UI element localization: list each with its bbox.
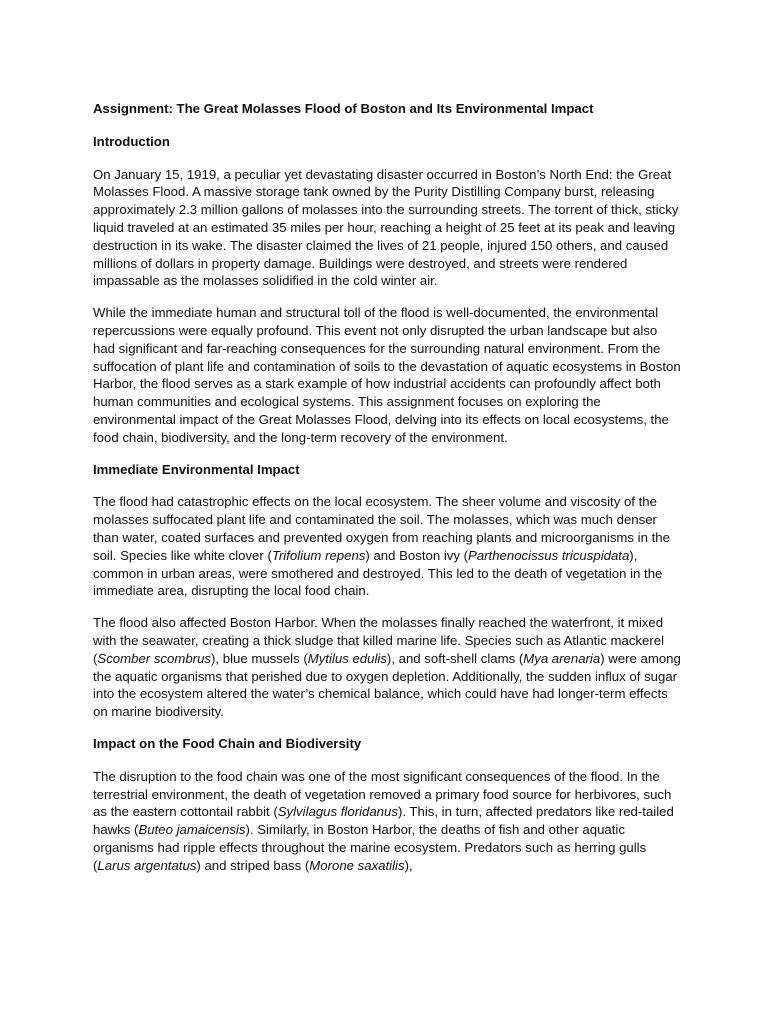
species-name: Mytilus edulis bbox=[307, 650, 387, 666]
paragraph-text: The flood also affected Boston Harbor. When the molasses finally reached the waterfront, it mixed with the seawater, creating a thick sludge that killed marine life. Species such as Atlantic mackerel ( bbox=[93, 615, 665, 666]
paragraph-text: ), common in urban areas, were smothered and destroyed. This led to the death of vegetation in the immediate area, disrupting the local food chain. bbox=[93, 547, 663, 599]
section-heading: Impact on the Food Chain and Biodiversity bbox=[93, 735, 362, 751]
species-name: Sylvilagus floridanus bbox=[277, 804, 398, 820]
species-name: Morone saxatilis bbox=[309, 857, 405, 873]
paragraph-text: The disruption to the food chain was one of the most significant consequences of the flood. In the terrestrial environment, the death of vegetation removed a primary food source for herbivores, such as the eastern cottontail rabbit ( bbox=[93, 768, 672, 820]
paragraph bbox=[93, 614, 681, 721]
document-title: Assignment: The Great Molasses Flood of Boston and Its Environmental Impact bbox=[93, 101, 594, 116]
paragraph-text: The flood had catastrophic effects on the local ecosystem. The sheer volume and viscosity of the molasses suffocated plant life and contaminated the soil. The molasses, which was much denser than water, coated surfaces and prevented oxygen from reaching plants and microorganisms in the soil. Species like white clover ( bbox=[93, 494, 670, 563]
document-content bbox=[93, 133, 681, 875]
section-heading: Introduction bbox=[93, 133, 170, 149]
paragraph-text: ) and Boston ivy ( bbox=[365, 547, 469, 563]
paragraph bbox=[93, 768, 681, 875]
species-name: Mya arenaria bbox=[523, 650, 601, 666]
paragraph-text: ), bbox=[404, 857, 413, 873]
paragraph-text: ), blue mussels ( bbox=[211, 650, 308, 666]
species-name: Larus argentatus bbox=[97, 857, 197, 873]
paragraph-text: While the immediate human and structural toll of the flood is well-documented, the environmental repercussions were equally profound. This event not only disrupted the urban landscape but also had significant and far-reaching consequences for the surrounding natural environment. From the suffocation of plant life and contamination of soils to the devastation of aquatic ecosystems in Boston Harbor, the flood serves as a stark example of how industrial accidents can profoundly affect both human communities and ecological systems. This assignment focuses on exploring the environmental impact of the Great Molasses Flood, delving into its effects on local ecosystems, the food chain, biodiversity, and the long-term recovery of the environment. bbox=[93, 305, 681, 445]
species-name: Buteo jamaicensis bbox=[138, 822, 246, 838]
paragraph bbox=[93, 493, 681, 600]
paragraph-text: ). Similarly, in Boston Harbor, the deaths of fish and other aquatic organisms had ripple effects throughout the marine ecosystem. Predators such as herring gulls ( bbox=[93, 822, 647, 873]
paragraph-text: ), and soft-shell clams ( bbox=[386, 650, 524, 666]
species-name: Trifolium repens bbox=[271, 547, 366, 563]
species-name: Scomber scombrus bbox=[97, 650, 212, 666]
section-heading: Immediate Environmental Impact bbox=[93, 461, 300, 477]
paragraph bbox=[93, 166, 681, 291]
paragraph-text: ) and striped bass ( bbox=[196, 857, 310, 873]
paragraph-text: On January 15, 1919, a peculiar yet devastating disaster occurred in Boston’s North End: the Great Molasses Flood. A massive storage tank owned by the Purity Distilling Company burst, releasing approximately 2.3 million gallons of molasses into the surrounding streets. The torrent of thick, sticky liquid traveled at an estimated 35 miles per hour, reaching a height of 25 feet at its peak and leaving destruction in its wake. The disaster claimed the lives of 21 people, injured 150 others, and caused millions of dollars in property damage. Buildings were destroyed, and streets were rendered impassable as the molasses solidified in the cold winter air. bbox=[93, 166, 679, 289]
species-name: Parthenocissus tricuspidata bbox=[468, 547, 630, 563]
paragraph-text: ). This, in turn, affected predators like red-tailed hawks ( bbox=[93, 804, 674, 838]
document-body bbox=[93, 100, 681, 888]
paragraph-text: ) were among the aquatic organisms that perished due to oxygen depletion. Additionally, the sudden influx of sugar into the ecosystem altered the water’s chemical balance, which could have had longer-term effects on marine biodiversity. bbox=[93, 650, 681, 720]
paragraph bbox=[93, 304, 681, 446]
